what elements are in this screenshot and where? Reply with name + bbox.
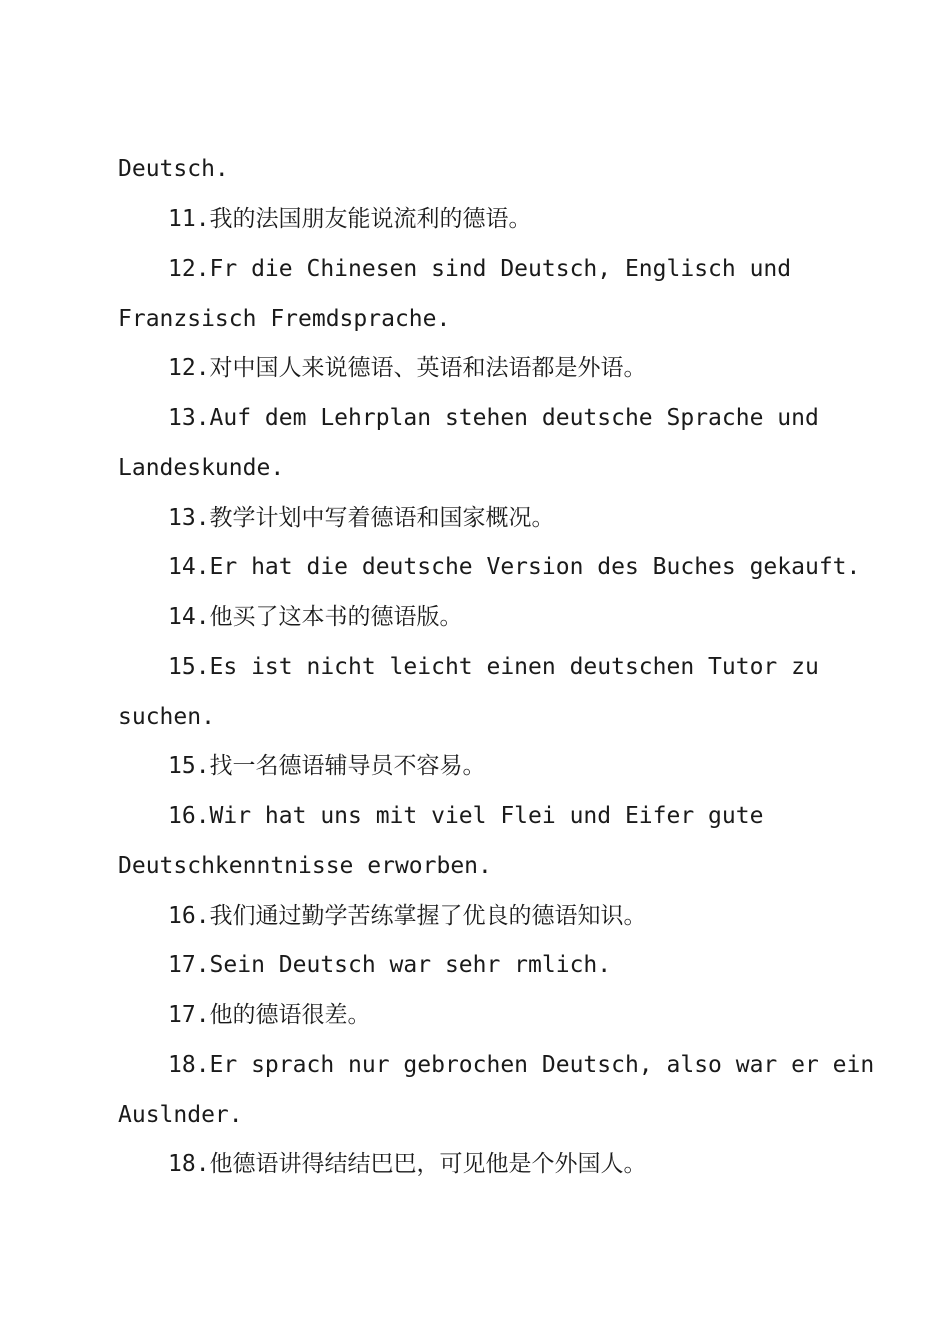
text-line: Deutschkenntnisse erworben.	[118, 853, 492, 879]
text-line: 17.他的德语很差。	[168, 1002, 371, 1028]
text-line: 12.对中国人来说德语、英语和法语都是外语。	[168, 355, 647, 381]
text-line: Franzsisch Fremdsprache.	[118, 306, 451, 332]
text-line: 13.Auf dem Lehrplan stehen deutsche Sprache und	[168, 405, 819, 431]
text-line: 18.Er sprach nur gebrochen Deutsch, also war er ein	[168, 1052, 875, 1078]
text-line: 12.Fr die Chinesen sind Deutsch, Englisch und	[168, 256, 792, 282]
text-line: suchen.	[118, 704, 215, 730]
text-line: 11.我的法国朋友能说流利的德语。	[168, 206, 532, 232]
text-line: 13.教学计划中写着德语和国家概况。	[168, 505, 555, 531]
text-line: 14.他买了这本书的德语版。	[168, 604, 463, 630]
text-line: 14.Er hat die deutsche Version des Buches gekauft.	[168, 554, 861, 580]
text-line: Auslnder.	[118, 1102, 243, 1128]
text-line: 16.Wir hat uns mit viel Flei und Eifer gute	[168, 803, 764, 829]
text-line: 17.Sein Deutsch war sehr rmlich.	[168, 952, 612, 978]
text-line: 16.我们通过勤学苦练掌握了优良的德语知识。	[168, 903, 647, 929]
text-line: 15.找一名德语辅导员不容易。	[168, 753, 486, 779]
text-line: 15.Es ist nicht leicht einen deutschen Tutor zu	[168, 654, 819, 680]
text-line: Landeskunde.	[118, 455, 285, 481]
text-line: Deutsch.	[118, 156, 229, 182]
text-line: 18.他德语讲得结结巴巴，可见他是个外国人。	[168, 1151, 647, 1177]
